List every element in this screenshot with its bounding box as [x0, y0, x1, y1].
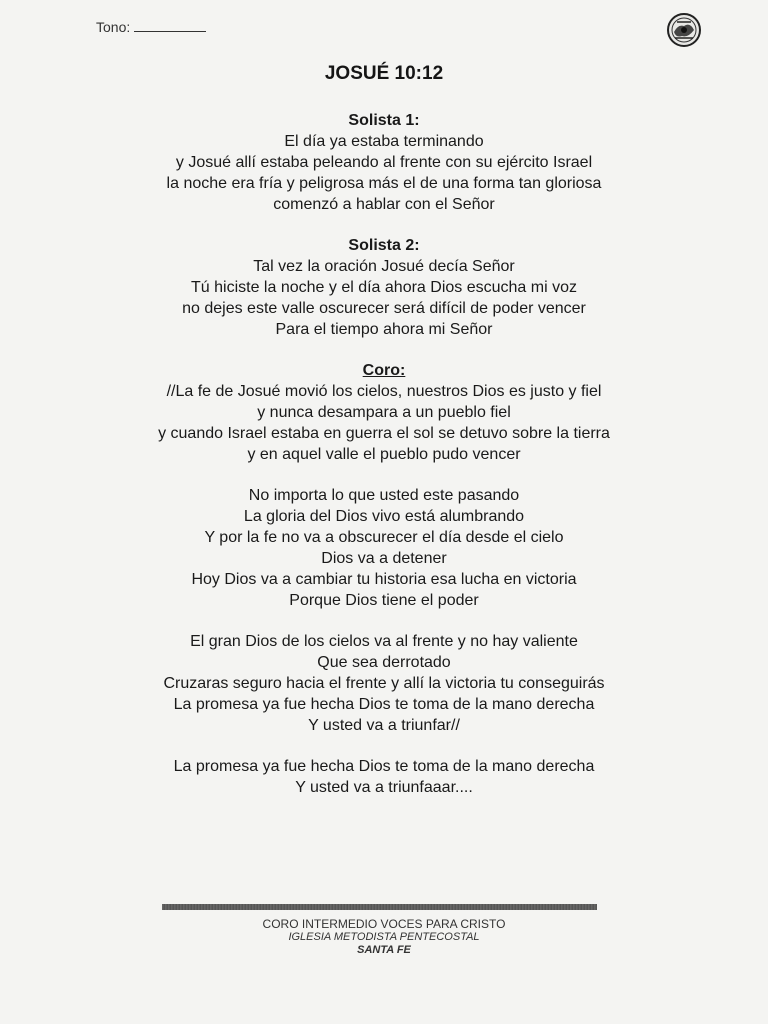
church-name: IGLESIA METODISTA PENTECOSTAL	[288, 931, 480, 943]
lyric-line: y nunca desampara a un pueblo fiel	[257, 404, 511, 421]
church-seal-icon	[666, 12, 702, 48]
lyric-line: Cruzaras seguro hacia el frente y allí la victoria tu conseguirás	[163, 675, 605, 692]
tono-label: Tono:	[96, 19, 131, 35]
lyric-line: y Josué allí estaba peleando al frente con su ejército Israel	[175, 154, 593, 171]
section-verse-4	[0, 631, 768, 736]
section-verse-3	[0, 485, 768, 611]
lyric-line: La promesa ya fue hecha Dios te toma de la mano derecha	[173, 758, 595, 775]
section-heading: Solista 2:	[348, 237, 420, 254]
song-title: JOSUÉ 10:12	[324, 63, 444, 84]
section-solista-1	[0, 110, 768, 215]
tono-blank-line	[134, 19, 206, 32]
lyric-line: La promesa ya fue hecha Dios te toma de la mano derecha	[173, 696, 595, 713]
section-ending	[0, 756, 768, 798]
choir-name: CORO INTERMEDIO VOCES PARA CRISTO	[262, 917, 506, 931]
lyric-line: Dios va a detener	[321, 550, 447, 567]
section-coro	[0, 360, 768, 465]
tono-field	[96, 19, 206, 35]
lyric-line: Para el tiempo ahora mi Señor	[275, 321, 493, 338]
section-solista-2	[0, 235, 768, 340]
lyric-line: no dejes este valle oscurecer será difícil de poder vencer	[182, 300, 586, 317]
lyric-line: y cuando Israel estaba en guerra el sol se detuvo sobre la tierra	[158, 425, 610, 442]
lyric-line: El gran Dios de los cielos va al frente y no hay valiente	[190, 633, 578, 650]
lyric-line: la noche era fría y peligrosa más el de una forma tan gloriosa	[166, 175, 602, 192]
lyric-line: Y usted va a triunfaaar....	[295, 779, 473, 796]
footer	[0, 918, 768, 957]
city-name: SANTA FE	[357, 944, 411, 956]
lyric-line: comenzó a hablar con el Señor	[273, 196, 495, 213]
lyric-line: //La fe de Josué movió los cielos, nuestros Dios es justo y fiel	[166, 383, 602, 400]
lyric-line: Hoy Dios va a cambiar tu historia esa lucha en victoria	[191, 571, 577, 588]
lyric-line: No importa lo que usted este pasando	[248, 487, 520, 504]
lyric-line: Y por la fe no va a obscurecer el día desde el cielo	[204, 529, 564, 546]
lyric-line: Que sea derrotado	[317, 654, 451, 671]
lyric-line: Tal vez la oración Josué decía Señor	[253, 258, 515, 275]
section-heading: Solista 1:	[348, 112, 420, 129]
lyrics	[0, 110, 768, 818]
lyric-line: La gloria del Dios vivo está alumbrando	[243, 508, 525, 525]
lyric-line: El día ya estaba terminando	[284, 133, 484, 150]
lyric-line: Porque Dios tiene el poder	[289, 592, 479, 609]
lyric-line: Tú hiciste la noche y el día ahora Dios escucha mi voz	[191, 279, 577, 296]
section-heading: Coro:	[362, 362, 406, 379]
lyric-line: Y usted va a triunfar//	[308, 717, 460, 734]
lyric-line: y en aquel valle el pueblo pudo vencer	[247, 446, 521, 463]
footer-divider	[162, 904, 597, 910]
